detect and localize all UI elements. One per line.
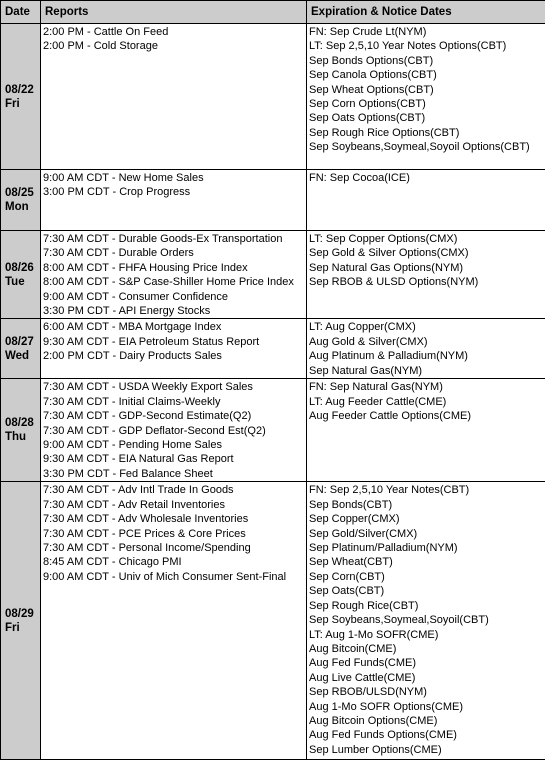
- expiration-item: Sep Platinum/Palladium(NYM): [309, 542, 458, 555]
- date-value: 08/26: [5, 261, 34, 274]
- reports-cell: [41, 231, 307, 319]
- header-date: Date: [1, 1, 41, 24]
- report-item: 8:00 AM CDT - S&P Case-Shiller Home Price Index: [43, 276, 294, 289]
- day-value: Wed: [5, 349, 30, 362]
- report-item: 2:00 PM - Cold Storage: [43, 40, 158, 53]
- expiration-item: Sep Copper(CMX): [309, 513, 400, 526]
- reports-cell: [41, 319, 307, 379]
- expiration-item: Sep Oats Options(CBT): [309, 112, 426, 125]
- report-item: 7:30 AM CDT - Personal Income/Spending: [43, 542, 251, 555]
- report-item: 7:30 AM CDT - GDP-Second Estimate(Q2): [43, 410, 252, 423]
- expiration-item: Sep Lumber Options(CME): [309, 743, 442, 756]
- day-value: Fri: [5, 97, 20, 110]
- date-value: 08/27: [5, 335, 34, 348]
- expiration-item: Sep Oats(CBT): [309, 585, 385, 598]
- expiration-item: Aug Fed Funds(CME): [309, 657, 416, 670]
- expiration-item: Sep Wheat Options(CBT): [309, 83, 434, 96]
- report-item: 9:30 AM CDT - EIA Petroleum Status Report: [43, 335, 260, 348]
- date-cell: [1, 170, 41, 231]
- report-item: 9:00 AM CDT - Univ of Mich Consumer Sent-Final: [43, 570, 287, 583]
- table-row: [1, 379, 545, 482]
- expiration-item: Sep Bonds(CBT): [309, 498, 393, 511]
- date-value: 08/29: [5, 607, 34, 620]
- expiration-item: Sep Natural Gas Options(NYM): [309, 261, 464, 274]
- table-body: [1, 24, 545, 760]
- day-value: Thu: [5, 431, 27, 444]
- date-value: 08/28: [5, 417, 34, 430]
- reports-cell: [41, 379, 307, 482]
- expiration-item: FN: Sep Natural Gas(NYM): [309, 381, 443, 394]
- expiration-item: Sep Gold & Silver Options(CMX): [309, 247, 469, 260]
- report-item: 9:00 AM CDT - Pending Home Sales: [43, 439, 222, 452]
- expiration-item: Sep Bonds Options(CBT): [309, 54, 434, 67]
- report-item: 8:00 AM CDT - FHFA Housing Price Index: [43, 261, 248, 274]
- expiration-cell: [307, 24, 545, 170]
- expiration-item: Aug Fed Funds Options(CME): [309, 729, 457, 742]
- report-item: 7:30 AM CDT - Durable Orders: [43, 247, 194, 260]
- expiration-item: Sep RBOB/ULSD(NYM): [309, 686, 427, 699]
- expiration-item: Sep Gold/Silver(CMX): [309, 527, 418, 540]
- table-row: [1, 319, 545, 379]
- expiration-item: FN: Sep Crude Lt(NYM): [309, 26, 427, 38]
- date-value: 08/25: [5, 187, 34, 199]
- expiration-item: Sep Wheat(CBT): [309, 556, 393, 569]
- table-row: [1, 482, 545, 760]
- expiration-item: Sep RBOB & ULSD Options(NYM): [309, 276, 479, 289]
- expiration-item: Sep Soybeans,Soymeal,Soyoil(CBT): [309, 614, 489, 627]
- expiration-cell: [307, 319, 545, 379]
- expiration-item: LT: Sep 2,5,10 Year Notes Options(CBT): [309, 40, 507, 53]
- report-item: 7:30 AM CDT - Adv Intl Trade In Goods: [43, 484, 234, 497]
- date-cell: [1, 231, 41, 319]
- expiration-item: Aug 1-Mo SOFR Options(CME): [309, 700, 464, 713]
- report-item: 2:00 PM - Cattle On Feed: [43, 26, 169, 38]
- header-row: [1, 1, 545, 24]
- expiration-cell: [307, 231, 545, 319]
- report-item: 8:45 AM CDT - Chicago PMI: [43, 556, 182, 569]
- report-item: 2:00 PM CDT - Dairy Products Sales: [43, 350, 222, 363]
- day-value: Mon: [5, 201, 29, 213]
- report-item: 6:00 AM CDT - MBA Mortgage Index: [43, 321, 222, 334]
- expiration-item: Aug Platinum & Palladium(NYM): [309, 350, 468, 363]
- report-item: 3:30 PM CDT - Fed Balance Sheet: [43, 467, 213, 480]
- report-item: 3:00 PM CDT - Crop Progress: [43, 186, 191, 199]
- expiration-item: Sep Corn(CBT): [309, 570, 385, 583]
- expiration-cell: [307, 170, 545, 231]
- reports-cell: [41, 482, 307, 760]
- expiration-item: Aug Gold & Silver(CMX): [309, 335, 428, 348]
- report-item: 9:00 AM CDT - Consumer Confidence: [43, 290, 229, 303]
- day-value: Tue: [5, 275, 25, 288]
- reports-cell: [41, 24, 307, 170]
- expiration-item: Sep Soybeans,Soymeal,Soyoil Options(CBT): [309, 141, 530, 154]
- expiration-item: Aug Bitcoin(CME): [309, 642, 397, 655]
- report-item: 3:30 PM CDT - API Energy Stocks: [43, 305, 211, 318]
- date-cell: [1, 319, 41, 379]
- expiration-cell: [307, 379, 545, 482]
- expiration-item: Aug Live Cattle(CME): [309, 671, 416, 684]
- header-reports: Reports: [41, 1, 307, 24]
- expiration-item: Sep Natural Gas(NYM): [309, 364, 423, 377]
- expiration-item: FN: Sep 2,5,10 Year Notes(CBT): [309, 484, 470, 497]
- report-item: 7:30 AM CDT - PCE Prices & Core Prices: [43, 527, 246, 540]
- expiration-item: LT: Aug Feeder Cattle(CME): [309, 395, 447, 408]
- report-item: 9:30 AM CDT - EIA Natural Gas Report: [43, 453, 234, 466]
- date-value: 08/22: [5, 83, 34, 96]
- expiration-cell: [307, 482, 545, 760]
- day-value: Fri: [5, 621, 20, 634]
- date-cell: [1, 24, 41, 170]
- report-item: 7:30 AM CDT - Initial Claims-Weekly: [43, 395, 221, 408]
- date-cell: [1, 482, 41, 760]
- expiration-item: Aug Bitcoin Options(CME): [309, 714, 438, 727]
- report-item: 7:30 AM CDT - GDP Deflator-Second Est(Q2): [43, 424, 266, 437]
- expiration-item: Aug Feeder Cattle Options(CME): [309, 410, 472, 423]
- expiration-item: LT: Sep Copper Options(CMX): [309, 233, 458, 245]
- report-item: 7:30 AM CDT - Adv Retail Inventories: [43, 498, 225, 511]
- header-expiration: Expiration & Notice Dates: [307, 1, 545, 24]
- expiration-item: FN: Sep Cocoa(ICE): [309, 172, 410, 184]
- expiration-item: Sep Canola Options(CBT): [309, 69, 437, 82]
- report-item: 9:00 AM CDT - New Home Sales: [43, 172, 204, 184]
- report-item: 7:30 AM CDT - Adv Wholesale Inventories: [43, 513, 249, 526]
- expiration-item: LT: Aug Copper(CMX): [309, 321, 416, 334]
- expiration-item: LT: Aug 1-Mo SOFR(CME): [309, 628, 439, 641]
- reports-cell: [41, 170, 307, 231]
- expiration-item: Sep Rough Rice(CBT): [309, 599, 419, 612]
- table-row: [1, 231, 545, 319]
- table-row: [1, 170, 545, 231]
- report-item: 7:30 AM CDT - Durable Goods-Ex Transportation: [43, 233, 283, 245]
- expiration-item: Sep Rough Rice Options(CBT): [309, 126, 460, 139]
- date-cell: [1, 379, 41, 482]
- expiration-item: Sep Corn Options(CBT): [309, 98, 426, 111]
- report-item: 7:30 AM CDT - USDA Weekly Export Sales: [43, 381, 253, 394]
- table-row: [1, 24, 545, 170]
